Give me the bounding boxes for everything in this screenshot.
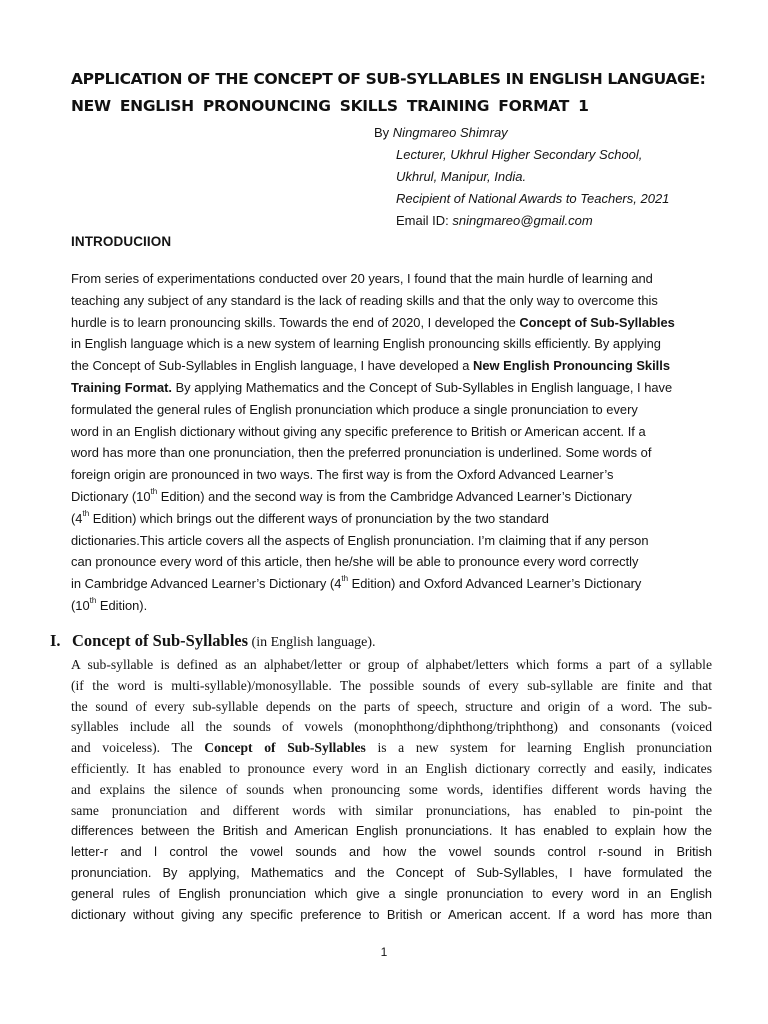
body-line: syllables include all the sounds of vowels (monophthong/diphthong/triphthong) and consonants (voiced (71, 719, 712, 735)
email-label: Email ID: (396, 213, 453, 228)
intro-line: word has more than one pronunciation, then the preferred pronunciation is underlined. Some words of (71, 445, 652, 461)
title-line-1: APPLICATION OF THE CONCEPT OF SUB-SYLLABLES IN ENGLISH LANGUAGE: (71, 70, 706, 88)
body-line: the sound of every sub-syllable depends on the parts of speech, structure and origin of a word. The sub- (71, 698, 712, 714)
body-line: differences between the British and American English pronunciations. It has enabled to explain how the (71, 823, 712, 839)
body-line: pronunciation. By applying, Mathematics and the Concept of Sub-Syllables, I have formulated the (71, 864, 712, 880)
introduction-paragraph (71, 268, 716, 617)
format-term: New English Pronouncing Skills (473, 358, 671, 374)
page-number: 1 (380, 945, 388, 959)
concept-term: Concept of Sub-Syllables (204, 740, 366, 756)
title-line-2: NEW ENGLISH PRONOUNCING SKILLS TRAINING FORMAT 1 (71, 97, 589, 115)
section-subtitle: (in English language). (248, 635, 376, 650)
body-line: and explains the silence of sounds when pronouncing some words, identifies different words having the (71, 781, 712, 797)
intro-line: the Concept of Sub-Syllables in English language, I have developed a New English Pronouncing Skills (71, 358, 671, 374)
email-address[interactable]: sningmareo@gmail.com (452, 213, 593, 228)
section-number: I. (50, 631, 61, 650)
intro-line: From series of experimentations conducted over 20 years, I found that the main hurdle of learning and (71, 271, 653, 286)
body-line: dictionary without giving any specific preference to British or American accent. If a word has more than (71, 906, 712, 922)
intro-line: word in an English dictionary without giving any specific preference to British or American accent. If a (71, 423, 646, 439)
intro-line: in Cambridge Advanced Learner’s Dictionary (4th Edition) and Oxford Advanced Learner’s Dictionary (71, 574, 642, 592)
body-line: efficiently. It has enabled to pronounce every word in an English dictionary correctly and easily, indicates (71, 760, 712, 776)
section-body (71, 655, 712, 925)
author-award: Recipient of National Awards to Teachers, 2021 (396, 191, 670, 206)
intro-line: dictionaries.This article covers all the aspects of English pronunciation. I’m claiming that if any person (71, 532, 649, 548)
author-name: Ningmareo Shimray (392, 125, 508, 140)
section-title: Concept of Sub-Syllables (72, 631, 249, 650)
body-line: general rules of English pronunciation which give a single pronunciation to every word in an English (71, 885, 712, 901)
body-line: A sub-syllable is defined as an alphabet/letter or group of alphabet/letters which forms a part of a syllable (71, 657, 712, 672)
byline (374, 122, 669, 232)
intro-line: (4th Edition) which brings out the different ways of pronunciation by the two standard (71, 508, 549, 526)
intro-line: hurdle is to learn pronouncing skills. Towards the end of 2020, I developed the Concept of Sub-Syllables (71, 314, 675, 330)
intro-line: (10th Edition). (71, 595, 148, 613)
introduction-heading: INTRODUCIION (71, 234, 172, 249)
format-term-end: Training Format. (71, 379, 172, 395)
concept-term: Concept of Sub-Syllables (519, 314, 675, 330)
intro-line: Dictionary (10th Edition) and the second way is from the Cambridge Advanced Learner’s Dictionary (71, 486, 632, 504)
section-heading (50, 631, 376, 651)
intro-line: formulated the general rules of English pronunciation which produce a single pronunciation to every (71, 401, 638, 417)
intro-line: in English language which is a new system of learning English pronouncing skills efficiently. By applying (71, 336, 661, 352)
intro-line: can pronounce every word of this article, then he/she will be able to pronounce every word correctly (71, 554, 639, 570)
author-email-row (374, 210, 669, 232)
body-line: same pronunciation and different words with similar pronunciations, has enabled to pin-point the (71, 802, 712, 818)
body-line: and voiceless). The Concept of Sub-Syllables is a new system for learning English pronunciation (71, 740, 712, 756)
author-row (374, 122, 669, 144)
intro-line: foreign origin are pronounced in two ways. The first way is from the Oxford Advanced Learner’s (71, 467, 614, 483)
body-line: (if the word is multi-syllable)/monosyllable. The possible sounds of every sub-syllable are finite and that (71, 677, 712, 693)
body-line: letter-r and l control the vowel sounds and how the vowel sounds control r-sound in British (71, 844, 712, 860)
author-position: Lecturer, Ukhrul Higher Secondary School, (396, 147, 643, 162)
intro-line: Training Format. By applying Mathematics and the Concept of Sub-Syllables in English language, I have (71, 379, 673, 395)
intro-line: teaching any subject of any standard is the lack of reading skills and that the only way to overcome this (71, 292, 658, 308)
by-label: By (374, 125, 393, 140)
author-location: Ukhrul, Manipur, India. (396, 169, 527, 184)
